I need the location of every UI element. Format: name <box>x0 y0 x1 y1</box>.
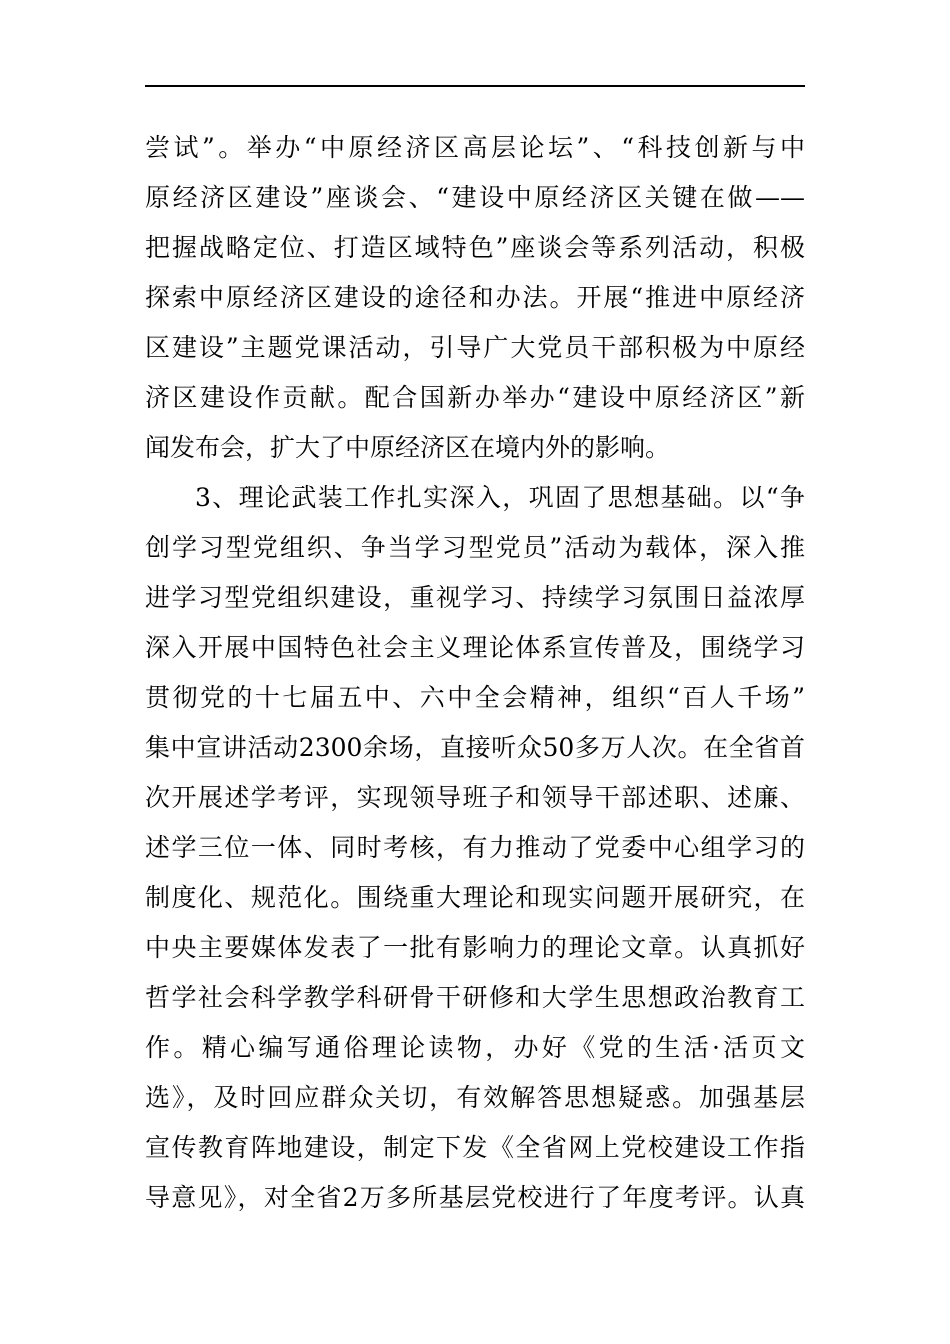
paragraph-heading-line: 3、理论武装工作扎实深入，巩固了思想基础。以“争 <box>195 483 805 512</box>
text-line: 探索中原经济区建设的途径和办法。开展“推进中原经济 <box>145 283 805 312</box>
text-line: 宣传教育阵地建设，制定下发《全省网上党校建设工作指 <box>145 1133 805 1162</box>
text-line: 闻发布会，扩大了中原经济区在境内外的影响。 <box>145 433 671 462</box>
text-line: 选》，及时回应群众关切，有效解答思想疑惑。加强基层 <box>145 1083 805 1112</box>
text-line: 作。精心编写通俗理论读物，办好《党的生活·活页文 <box>145 1033 805 1062</box>
text-line: 集中宣讲活动2300余场，直接听众50多万人次。在全省首 <box>145 733 805 762</box>
text-line: 中央主要媒体发表了一批有影响力的理论文章。认真抓好 <box>145 933 805 962</box>
text-line: 次开展述学考评，实现领导班子和领导干部述职、述廉、 <box>145 783 805 812</box>
text-line: 述学三位一体、同时考核，有力推动了党委中心组学习的 <box>145 833 805 862</box>
text-line: 原经济区建设”座谈会、“建设中原经济区关键在做—— <box>145 183 805 212</box>
text-line: 导意见》，对全省2万多所基层党校进行了年度考评。认真 <box>145 1183 805 1212</box>
text-line: 进学习型党组织建设，重视学习、持续学习氛围日益浓厚 <box>145 583 805 612</box>
text-line: 济区建设作贡献。配合国新办举办“建设中原经济区”新 <box>145 383 805 412</box>
text-line: 区建设”主题党课活动，引导广大党员干部积极为中原经 <box>145 333 805 362</box>
text-line: 创学习型党组织、争当学习型党员”活动为载体，深入推 <box>145 533 805 562</box>
text-line: 贯彻党的十七届五中、六中全会精神，组织“百人千场” <box>145 683 805 712</box>
text-line: 哲学社会科学教学科研骨干研修和大学生思想政治教育工 <box>145 983 805 1012</box>
header-rule <box>145 85 805 87</box>
text-line: 把握战略定位、打造区域特色”座谈会等系列活动，积极 <box>145 233 805 262</box>
text-line: 尝试”。举办“中原经济区高层论坛”、“科技创新与中 <box>145 133 805 162</box>
text-line: 制度化、规范化。围绕重大理论和现实问题开展研究，在 <box>145 883 805 912</box>
text-line: 深入开展中国特色社会主义理论体系宣传普及，围绕学习 <box>145 633 805 662</box>
